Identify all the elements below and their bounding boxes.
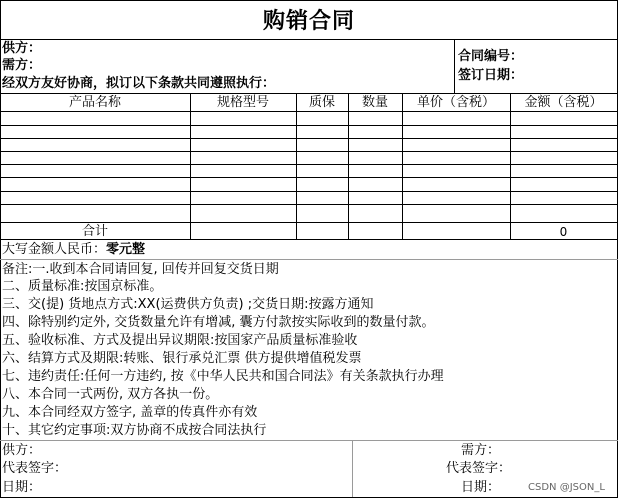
term-item: 七、违约责任:任何一方违约, 按《中华人民共和国合同法》有关条款执行办理 [2,369,444,384]
watermark: CSDN @JSON_L [528,482,605,493]
frame-bottom-border [0,497,618,498]
signature-supplier-label: 供方： [2,443,42,458]
term-item: 三、交(提) 货地点方式:XX(运费供方负责) ;交货日期:按露方通知 [2,297,374,312]
term-item: 九、本合同经双方签字, 盖章的传真件亦有效 [2,405,258,420]
table-row [0,164,618,165]
header-divider [454,39,455,93]
table-row [0,222,618,223]
table-row [0,177,618,178]
amount-divider [0,259,618,260]
term-item: 十、其它约定事项:双方协商不成按合同法执行 [2,423,267,438]
table-row [0,204,618,205]
col-divider [510,93,511,239]
buyer-label: 需方： [2,58,42,73]
col-header-warranty: 质保 [308,95,335,110]
contract-no-label: 合同编号： [458,49,524,64]
signature-supplier-rep: 代表签字： [2,461,68,476]
col-divider [348,93,349,239]
term-item: 四、除特别约定外, 交货数量允许有增减, 囊方付款按实际收到的数量付款。 [2,315,435,330]
col-header-product-name: 产品名称 [68,95,121,110]
term-item: 备注:一.收到本合同请回复, 回传并回复交货日期 [2,262,279,277]
table-row [0,151,618,152]
table-bottom-border [0,239,618,240]
table-row [0,111,618,112]
term-item: 八、本合同一式两份, 双方各执一份。 [2,387,219,402]
frame-top-border [0,0,618,1]
signature-column-divider [352,440,353,497]
header-bottom-divider [0,93,618,94]
term-item: 五、验收标准、方式及提出异议期限:按国家产品质量标准验收 [2,333,358,348]
contract-title: 购销合同 [262,9,355,34]
frame-left-border [0,0,1,498]
sign-date-label: 签订日期： [458,68,524,83]
term-item: 六、结算方式及期限:转账、银行承兑汇票 供方提供增值税发票 [2,351,362,366]
signature-buyer-date: 日期： [461,480,501,495]
supplier-label: 供方： [2,41,42,56]
table-row [0,191,618,192]
total-amount: 0 [559,225,568,239]
amount-in-words [2,243,145,256]
col-divider [402,93,403,239]
col-header-amount: 金额（含税） [524,95,603,110]
amount-words-label: 大写金额人民币： [2,242,107,257]
col-divider [296,93,297,239]
signature-buyer-rep: 代表签字： [446,461,512,476]
col-header-quantity: 数量 [361,95,388,110]
table-row [0,125,618,126]
signature-supplier-date: 日期： [2,480,42,495]
signature-buyer-label: 需方： [461,443,501,458]
frame-right-border [617,0,618,498]
amount-words-value: 零元整 [106,242,146,257]
col-header-unit-price: 单价（含税） [416,95,495,110]
table-row [0,138,618,139]
col-divider [190,93,191,239]
title-divider [0,39,618,40]
agreement-text: 经双方友好协商，拟订以下条款共同遵照执行： [2,76,276,91]
col-header-spec-model: 规格型号 [216,95,269,110]
total-label: 合计 [81,224,108,239]
term-item: 二、质量标准:按国京标准。 [2,279,163,294]
signature-divider [0,440,618,441]
